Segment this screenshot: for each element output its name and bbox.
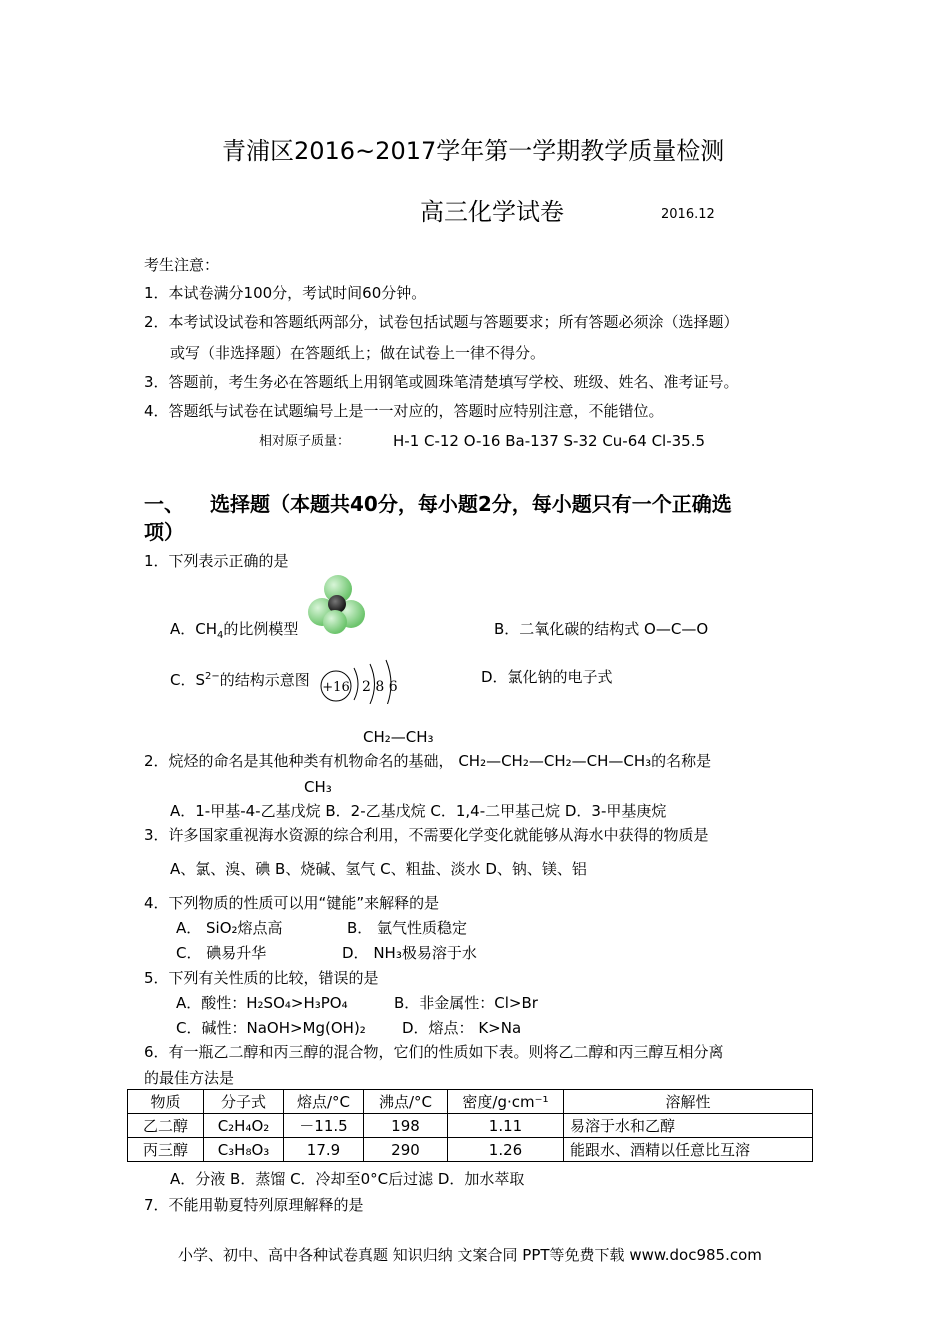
q1-option-d: D．氯化钠的电子式 bbox=[481, 668, 613, 686]
electron-shells: 2 8 6 bbox=[362, 679, 398, 695]
notes-heading: 考生注意： bbox=[144, 256, 220, 274]
q6-options: A．分液 B．蒸馏 C．冷却至0°C后过滤 D．加水萃取 bbox=[170, 1170, 525, 1188]
q5-stem: 5．下列有关性质的比较，错误的是 bbox=[144, 969, 379, 987]
table-row bbox=[128, 1138, 813, 1162]
atomic-mass-values: H-1 C-12 O-16 Ba-137 S-32 Cu-64 Cl-35.5 bbox=[393, 432, 706, 450]
table-cell: 1.26 bbox=[448, 1138, 564, 1162]
table-header: 分子式 bbox=[204, 1090, 284, 1114]
footer-text: 小学、初中、高中各种试卷真题 知识归纳 文案合同 PPT等免费下载 www.doc985.com bbox=[178, 1246, 762, 1264]
note-item-2-cont: 或写（非选择题）在答题纸上；做在试卷上一律不得分。 bbox=[170, 344, 546, 362]
exam-subtitle: 高三化学试卷 bbox=[420, 198, 564, 226]
q2-stem: 2．烷烃的命名是其他种类有机物命名的基础， CH₂—CH₂—CH₂—CH—CH₃的名称是 bbox=[144, 752, 712, 770]
table-header: 溶解性 bbox=[564, 1090, 813, 1114]
q5-option-b: B．非金属性：Cl>Br bbox=[394, 994, 538, 1012]
q1-option-a: A．$CH_4$的比例模型 bbox=[170, 620, 299, 641]
q5-option-c: C．碱性：NaOH>Mg(OH)₂ bbox=[176, 1019, 366, 1037]
q6-stem: 6．有一瓶乙二醇和丙三醇的混合物，它们的性质如下表。则将乙二醇和丙三醇互相分离 bbox=[144, 1043, 724, 1061]
table-cell: 丙三醇 bbox=[128, 1138, 204, 1162]
table-cell: C₃H₈O₃ bbox=[204, 1138, 284, 1162]
note-item-2: 2．本考试设试卷和答题纸两部分，试卷包括试题与答题要求；所有答题必须涂（选择题） bbox=[144, 313, 739, 331]
q2-branch-top: CH₂—CH₃ bbox=[363, 728, 434, 746]
table-cell: －11.5 bbox=[284, 1114, 364, 1138]
ch4-model-icon bbox=[305, 572, 369, 636]
table-cell: 17.9 bbox=[284, 1138, 364, 1162]
properties-table bbox=[127, 1089, 813, 1162]
q2-options: A．1-甲基-4-乙基戊烷 B．2-乙基戊烷 C．1,4-二甲基己烷 D．3-甲基庚烷 bbox=[170, 802, 667, 820]
q1-option-c: C．$S^{2-}$的结构示意图 bbox=[170, 671, 310, 689]
table-header: 沸点/°C bbox=[364, 1090, 448, 1114]
nucleus-charge: +16 bbox=[322, 680, 350, 695]
q4-option-c: C． 碘易升华 bbox=[176, 944, 267, 962]
note-item-1: 1．本试卷满分100分，考试时间60分钟。 bbox=[144, 284, 427, 302]
q2-branch-bottom: CH₃ bbox=[304, 778, 332, 796]
table-cell: 198 bbox=[364, 1114, 448, 1138]
atomic-mass-label: 相对原子质量： bbox=[259, 434, 351, 449]
table-cell: 易溶于水和乙醇 bbox=[564, 1114, 813, 1138]
q1-stem: 1．下列表示正确的是 bbox=[144, 552, 289, 570]
section-number: 一、 bbox=[144, 492, 184, 516]
q5-option-d: D．熔点： K>Na bbox=[402, 1019, 522, 1037]
q4-option-d: D． NH₃极易溶于水 bbox=[342, 944, 477, 962]
q4-stem: 4．下列物质的性质可以用“键能”来解释的是 bbox=[144, 894, 440, 912]
q1-option-b: B．二氧化碳的结构式 O—C—O bbox=[494, 620, 709, 638]
table-cell: 能跟水、酒精以任意比互溶 bbox=[564, 1138, 813, 1162]
q4-option-b: B． 氩气性质稳定 bbox=[347, 919, 468, 937]
sulfur-ion-diagram bbox=[318, 654, 408, 704]
q4-option-a: A． SiO₂熔点高 bbox=[176, 919, 283, 937]
note-item-3: 3．答题前，考生务必在答题纸上用钢笔或圆珠笔清楚填写学校、班级、姓名、准考证号。 bbox=[144, 373, 739, 391]
section-title: 选择题（本题共40分，每小题2分，每小题只有一个正确选 bbox=[210, 492, 732, 516]
table-row bbox=[128, 1114, 813, 1138]
q6-stem-cont: 的最佳方法是 bbox=[144, 1069, 235, 1087]
q3-stem: 3．许多国家重视海水资源的综合利用，不需要化学变化就能够从海水中获得的物质是 bbox=[144, 826, 709, 844]
exam-title: 青浦区2016~2017学年第一学期教学质量检测 bbox=[222, 137, 725, 165]
table-cell: C₂H₄O₂ bbox=[204, 1114, 284, 1138]
q5-option-a: A．酸性：H₂SO₄>H₃PO₄ bbox=[176, 994, 348, 1012]
table-cell: 290 bbox=[364, 1138, 448, 1162]
table-header: 熔点/°C bbox=[284, 1090, 364, 1114]
table-header-row bbox=[128, 1090, 813, 1114]
table-cell: 乙二醇 bbox=[128, 1114, 204, 1138]
table-cell: 1.11 bbox=[448, 1114, 564, 1138]
q7-stem: 7．不能用勒夏特列原理解释的是 bbox=[144, 1196, 364, 1214]
section-title-cont: 项） bbox=[144, 520, 184, 544]
q3-options: A、氯、溴、碘 B、烧碱、氢气 C、粗盐、淡水 D、钠、镁、铝 bbox=[170, 860, 587, 878]
exam-date: 2016.12 bbox=[661, 207, 715, 222]
table-header: 物质 bbox=[128, 1090, 204, 1114]
table-header: 密度/g·cm⁻¹ bbox=[448, 1090, 564, 1114]
note-item-4: 4．答题纸与试卷在试题编号上是一一对应的，答题时应特别注意，不能错位。 bbox=[144, 402, 664, 420]
